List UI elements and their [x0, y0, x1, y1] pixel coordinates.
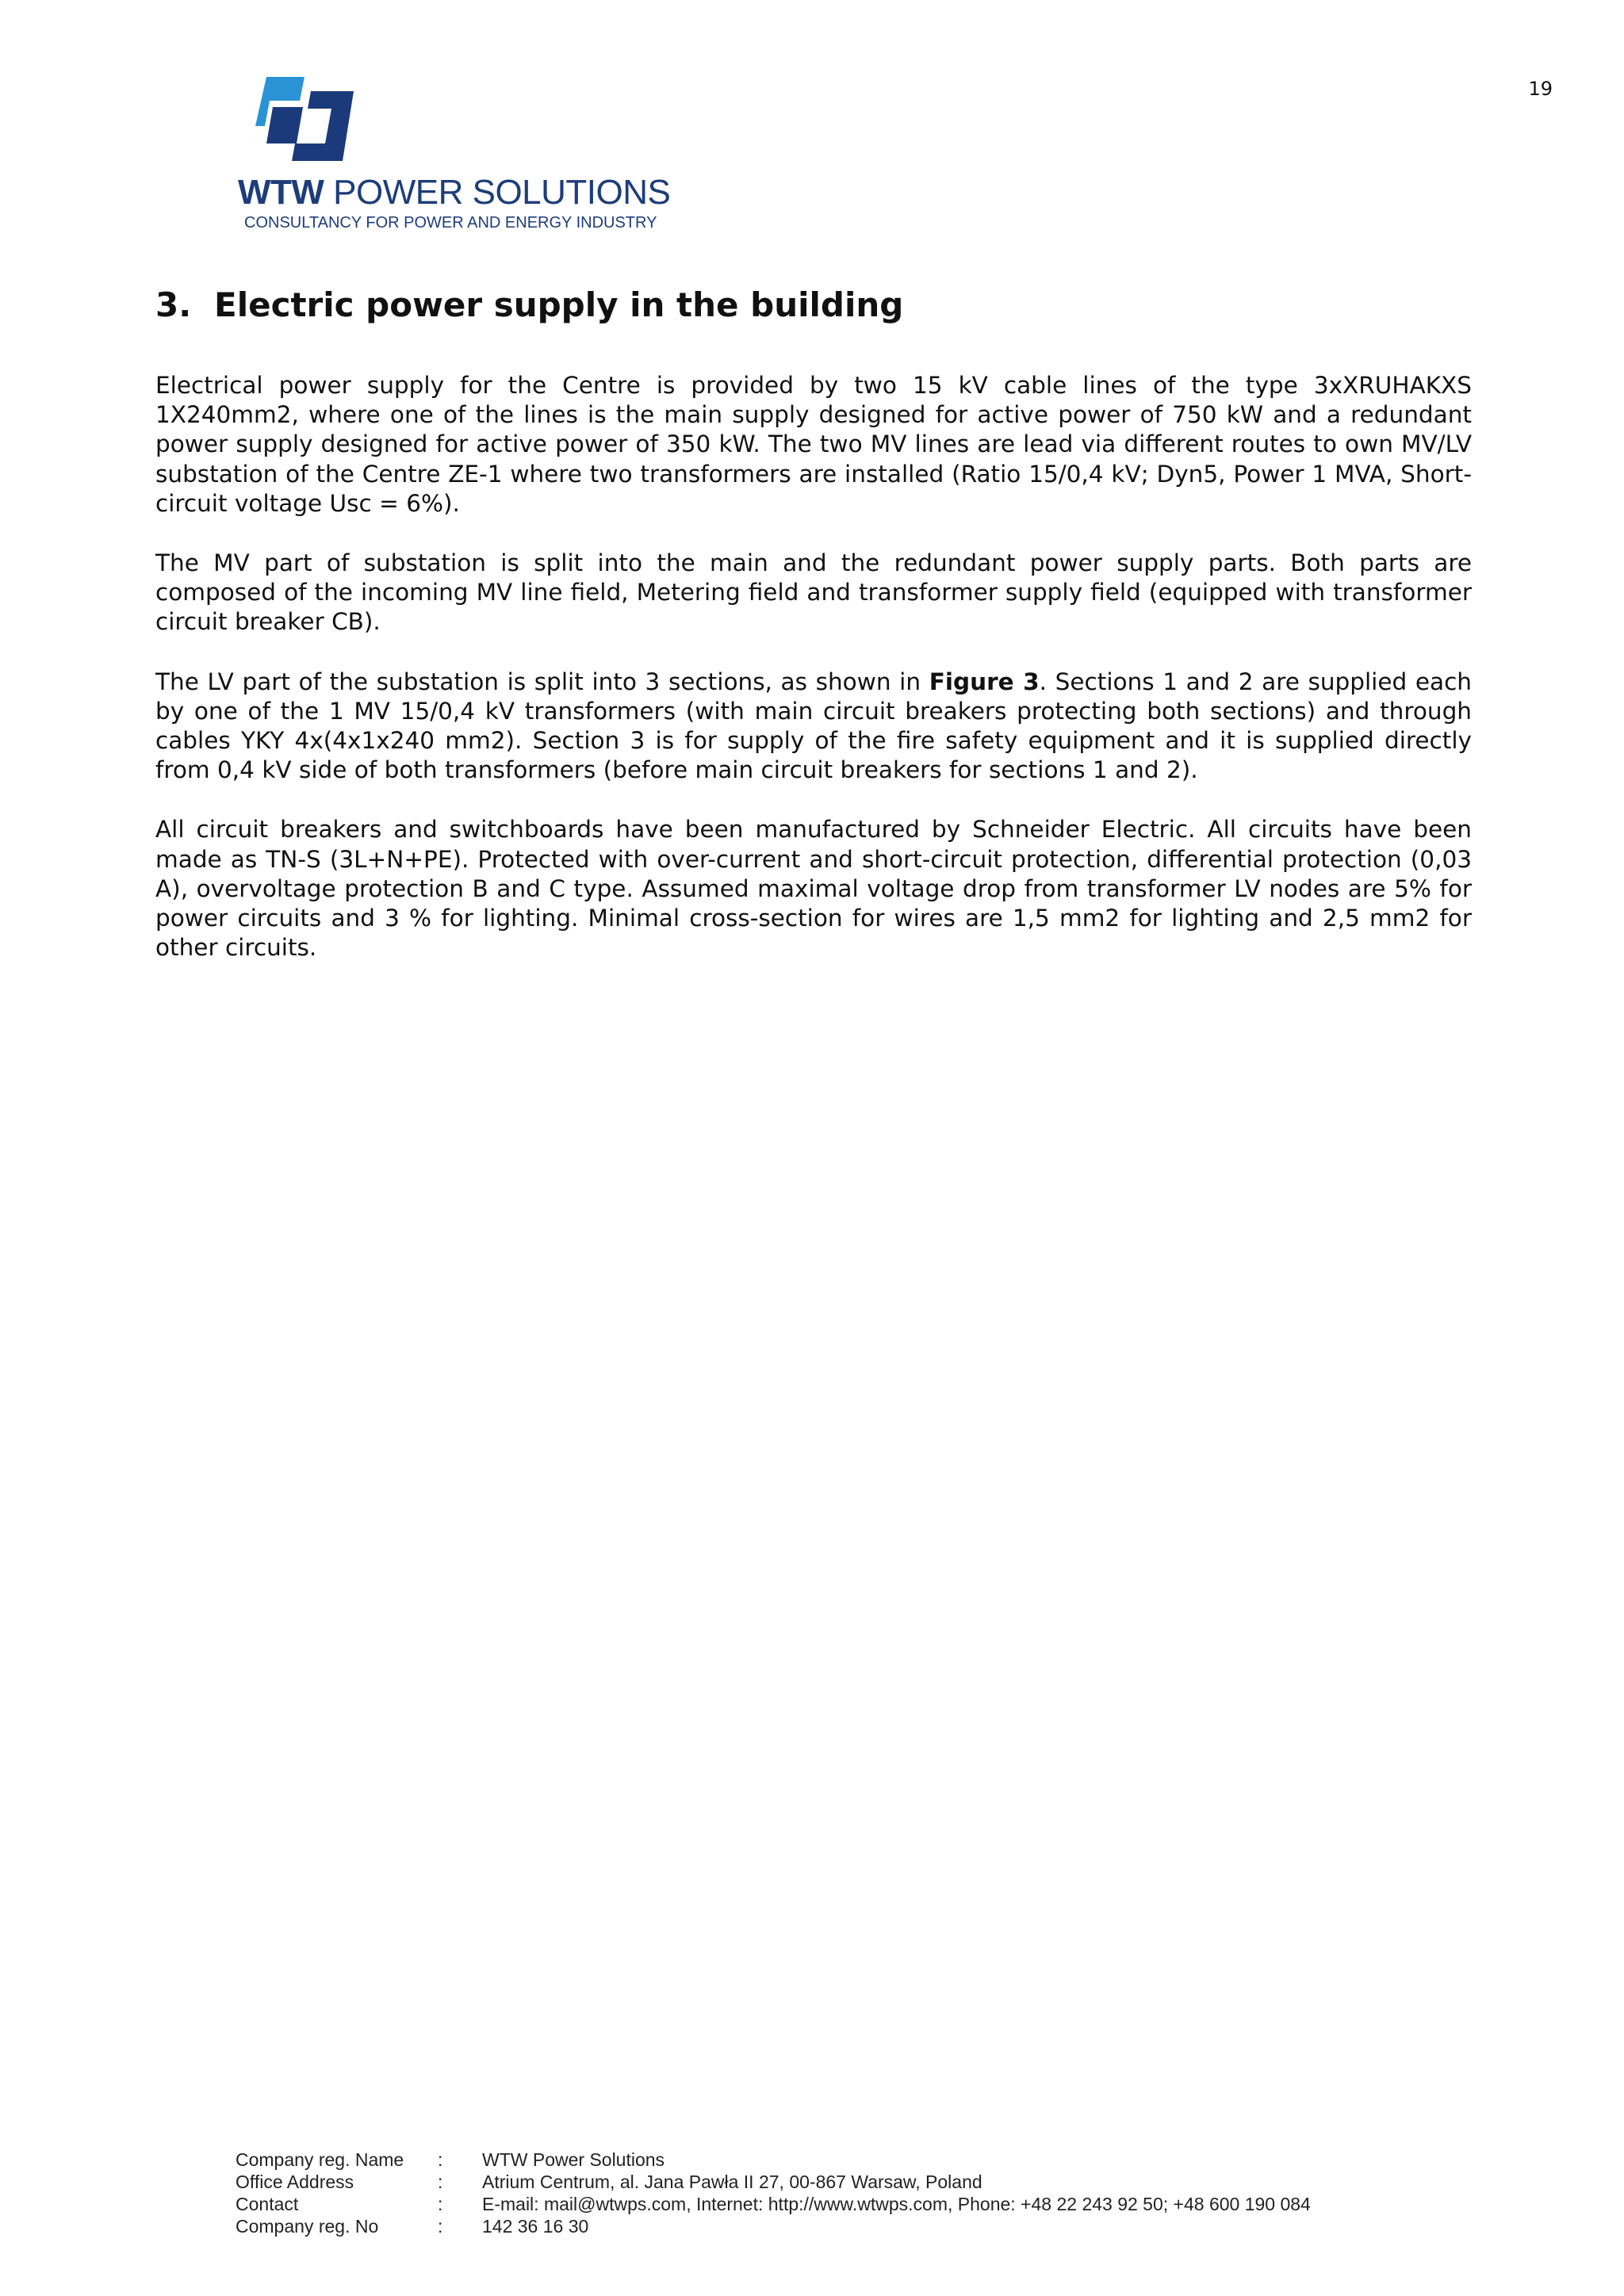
- footer-row-company-name: [236, 2149, 1311, 2171]
- footer-label: Contact: [236, 2194, 299, 2214]
- footer-value: Atrium Centrum, al. Jana Pawła II 27, 00-867 Warsaw, Poland: [482, 2172, 982, 2192]
- footer-row-office-address: [236, 2171, 1311, 2193]
- footer-value: 142 36 16 30: [482, 2216, 589, 2237]
- figure-reference: Figure 3: [929, 668, 1040, 695]
- paragraph-lv-part: The LV part of the substation is split into 3 sections, as shown in Figure 3. Sections 1 and 2 are supplied each by one of the 1 MV 15/0,4 kV transformers (with main circuit breakers protecting both sections) and through cables YKY 4x(4x1x240 mm2). Section 3 is for supply of the fire safety equipment and it is supplied directly from 0,4 kV side of both transformers (before main circuit breakers for sections 1 and 2).: [155, 668, 1472, 784]
- footer-row-contact: [236, 2193, 1311, 2215]
- logo-tagline: CONSULTANCY FOR POWER AND ENERGY INDUSTRY: [244, 214, 657, 232]
- footer-separator: :: [438, 2172, 443, 2192]
- footer-separator: :: [438, 2194, 443, 2214]
- paragraph-mv-part: The MV part of substation is split into the main and the redundant power supply parts. Both parts are composed of the incoming MV line field, Metering field and transformer supply field (equipped with transformer circuit breaker CB).: [155, 549, 1472, 636]
- footer-separator: :: [438, 2216, 443, 2237]
- footer-label: Office Address: [236, 2172, 354, 2192]
- paragraph-circuit-breakers: All circuit breakers and switchboards have been manufactured by Schneider Electric. All circuits have been made as TN-S (3L+N+PE). Protected with over-current and short-circuit protection, differential protection (0,03 A), overvoltage protection B and C type. Assumed maximal voltage drop from transformer LV nodes are 5% for power circuits and 3 % for lighting. Minimal cross-section for wires are 1,5 mm2 for lighting and 2,5 mm2 for other circuits.: [155, 816, 1472, 962]
- footer-separator: :: [438, 2149, 443, 2170]
- logo-company-name: WTW POWER SOLUTIONS: [238, 173, 671, 212]
- footer-row-company-reg-no: [236, 2215, 1311, 2237]
- footer-label: Company reg. No: [236, 2216, 379, 2237]
- document-body: [155, 371, 1472, 993]
- company-logo: [238, 75, 682, 238]
- page-number: 19: [1528, 78, 1553, 100]
- logo-mark-icon: [255, 75, 358, 163]
- footer-value: WTW Power Solutions: [482, 2149, 665, 2170]
- section-heading: [155, 285, 903, 324]
- paragraph-power-supply: Electrical power supply for the Centre is provided by two 15 kV cable lines of the type 3xXRUHAKXS 1X240mm2, where one of the lines is the main supply designed for active power of 750 kW and a redundant power supply designed for active power of 350 kW. The two MV lines are lead via different routes to own MV/LV substation of the Centre ZE-1 where two transformers are installed (Ratio 15/0,4 kV; Dyn5, Power 1 MVA, Short-circuit voltage Usc = 6%).: [155, 372, 1472, 517]
- company-footer: [236, 2149, 1311, 2237]
- footer-label: Company reg. Name: [236, 2149, 404, 2170]
- footer-value: E-mail: mail@wtwps.com, Internet: http://www.wtwps.com, Phone: +48 22 243 92 50; +48 600 190 084: [482, 2194, 1311, 2214]
- section-number: 3.: [155, 285, 192, 324]
- section-title: Electric power supply in the building: [214, 285, 904, 324]
